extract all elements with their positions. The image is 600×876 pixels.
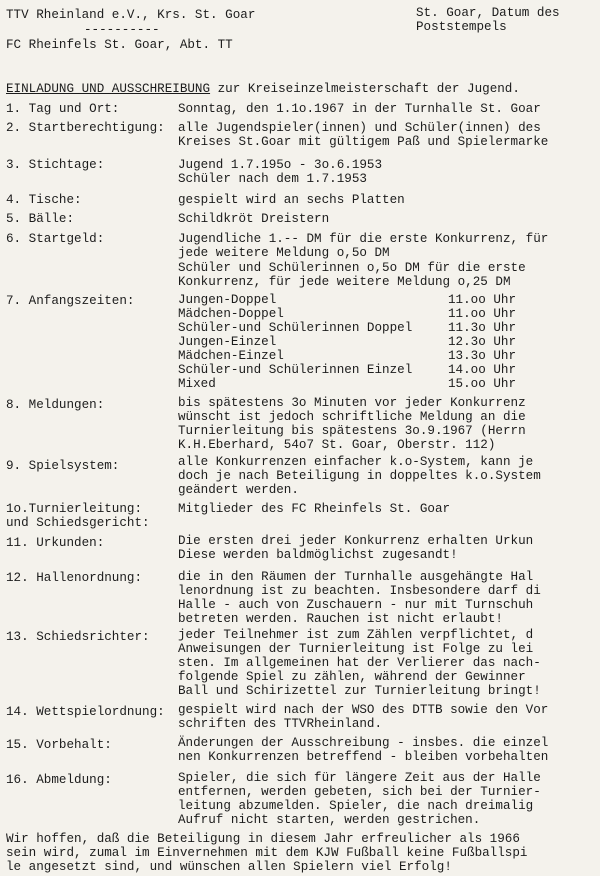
document-title [6,82,520,97]
event-name: Jungen-Einzel [178,335,277,349]
section-2-line: Kreises St.Goar mit gültigem Paß und Spielermarke [178,135,549,149]
section-11-line: Die ersten drei jeder Konkurrenz erhalten Urkun [178,534,534,548]
section-10-label-cont: und Schiedsgericht: [6,516,150,530]
section-13-line: folgende Spiel zu zählen, während der Gewinner [178,670,526,684]
section-9-line: alle Konkurrenzen einfacher k.o-System, kann je [178,455,534,469]
closing-line: sein wird, zumal im Einvernehmen mit dem KJW Fußball keine Fußballspi [6,846,528,860]
section-1-label: 1. Tag und Ort: [6,102,120,116]
section-16-line: Aufruf nicht starten, werden gestrichen. [178,813,481,827]
place-date-line-2: Poststempels [416,20,507,34]
event-time: 12.3o Uhr [448,335,517,349]
section-14-line: gespielt wird nach der WSO des DTTB sowie den Vor [178,703,549,717]
section-2-label: 2. Startberechtigung: [6,121,165,135]
section-12-line: lenordnung ist zu beachten. Insbesondere darf di [178,584,541,598]
section-3-label: 3. Stichtage: [6,158,105,172]
event-time: 11.oo Uhr [448,307,517,321]
section-11-label: 11. Urkunden: [6,536,105,550]
section-12-line: Halle - auch von Zuschauern - nur mit Turnschuh [178,598,534,612]
section-4-label: 4. Tische: [6,193,82,207]
event-name: Mädchen-Einzel [178,349,284,363]
event-time: 14.oo Uhr [448,363,517,377]
event-time: 15.oo Uhr [448,377,517,391]
event-name: Mixed [178,377,216,391]
section-13-line: Anweisungen der Turnierleitung ist Folge zu lei [178,642,534,656]
section-13-line: jeder Teilnehmer ist zum Zählen verpflichtet, d [178,628,534,642]
section-9-label: 9. Spielsystem: [6,459,120,473]
section-13-line: sten. Im allgemeinen hat der Verlierer das nach- [178,656,541,670]
section-12-line: die in den Räumen der Turnhalle ausgehängte Hal [178,570,534,584]
event-name: Schüler-und Schülerinnen Doppel [178,321,413,335]
section-14-line: schriften des TTVRheinland. [178,717,383,731]
section-15-line: Änderungen der Ausschreibung - insbes. die einzel [178,736,549,750]
section-4-line: gespielt wird an sechs Platten [178,193,405,207]
title-rest: zur Kreiseinzelmeisterschaft der Jugend. [210,82,520,96]
section-12-line: betreten werden. Rauchen ist nicht erlaubt! [178,612,503,626]
section-12-label: 12. Hallenordnung: [6,571,143,585]
section-10-label: 1o.Turnierleitung: [6,502,143,516]
section-16-line: leitung abzumelden. Spieler, die nach dreimalig [178,799,534,813]
section-2-line: alle Jugendspieler(innen) und Schüler(innen) des [178,121,541,135]
section-10-line: Mitglieder des FC Rheinfels St. Goar [178,502,451,516]
section-9-line: geändert werden. [178,483,299,497]
section-5-line: Schildkröt Dreistern [178,212,330,226]
section-6-line: Konkurrenz, für jede weitere Meldung o,25 DM [178,275,511,289]
org-line-1: TTV Rheinland e.V., Krs. St. Goar [6,8,256,22]
section-14-label: 14. Wettspielordnung: [6,705,165,719]
section-1-line: Sonntag, den 1.1o.1967 in der Turnhalle St. Goar [178,102,541,116]
org-line-2: FC Rheinfels St. Goar, Abt. TT [6,38,233,52]
event-name: Schüler-und Schülerinnen Einzel [178,363,413,377]
section-16-line: Spieler, die sich für längere Zeit aus der Halle [178,771,541,785]
section-3-line: Jugend 1.7.195o - 3o.6.1953 [178,158,383,172]
closing-line: Wir hoffen, daß die Beteiligung in diesem Jahr erfreulicher als 1966 [6,832,520,846]
section-8-label: 8. Meldungen: [6,398,105,412]
event-time: 11.3o Uhr [448,321,517,335]
section-13-line: Ball und Schirizettel zur Turnierleitung bringt! [178,684,541,698]
section-7-label: 7. Anfangszeiten: [6,294,135,308]
place-date-line-1: St. Goar, Datum des [416,6,560,20]
event-time: 11.oo Uhr [448,293,517,307]
section-8-line: K.H.Eberhard, 54o7 St. Goar, Oberstr. 112) [178,438,496,452]
closing-line: le angesetzt sind, und wünschen allen Spielern viel Erfolg! [6,860,452,874]
event-name: Jungen-Doppel [178,293,277,307]
section-13-label: 13. Schiedsrichter: [6,630,150,644]
section-9-line: doch je nach Beteiligung in doppeltes k.o.System [178,469,541,483]
header-divider: ---------- [84,23,160,37]
section-6-line: jede weitere Meldung o,5o DM [178,246,390,260]
section-6-label: 6. Startgeld: [6,232,105,246]
section-11-line: Diese werden baldmöglichst zugesandt! [178,548,458,562]
section-16-line: entfernen, werden gebeten, sich bei der Turnier- [178,785,541,799]
section-8-line: bis spätestens 3o Minuten vor jeder Konkurrenz [178,396,526,410]
section-16-label: 16. Abmeldung: [6,773,112,787]
section-8-line: wünscht ist jedoch schriftliche Meldung an die [178,410,526,424]
section-5-label: 5. Bälle: [6,212,75,226]
title-underlined: EINLADUNG UND AUSSCHREIBUNG [6,82,211,96]
section-6-line: Schüler und Schülerinnen o,5o DM für die erste [178,261,526,275]
event-name: Mädchen-Doppel [178,307,284,321]
section-15-label: 15. Vorbehalt: [6,738,112,752]
section-3-line: Schüler nach dem 1.7.1953 [178,172,367,186]
section-8-line: Turnierleitung bis spätestens 3o.9.1967 (Herrn [178,424,526,438]
section-15-line: nen Konkurrenzen betreffend - bleiben vorbehalten [178,750,549,764]
event-time: 13.3o Uhr [448,349,517,363]
section-6-line: Jugendliche 1.-- DM für die erste Konkurrenz, für [178,232,549,246]
